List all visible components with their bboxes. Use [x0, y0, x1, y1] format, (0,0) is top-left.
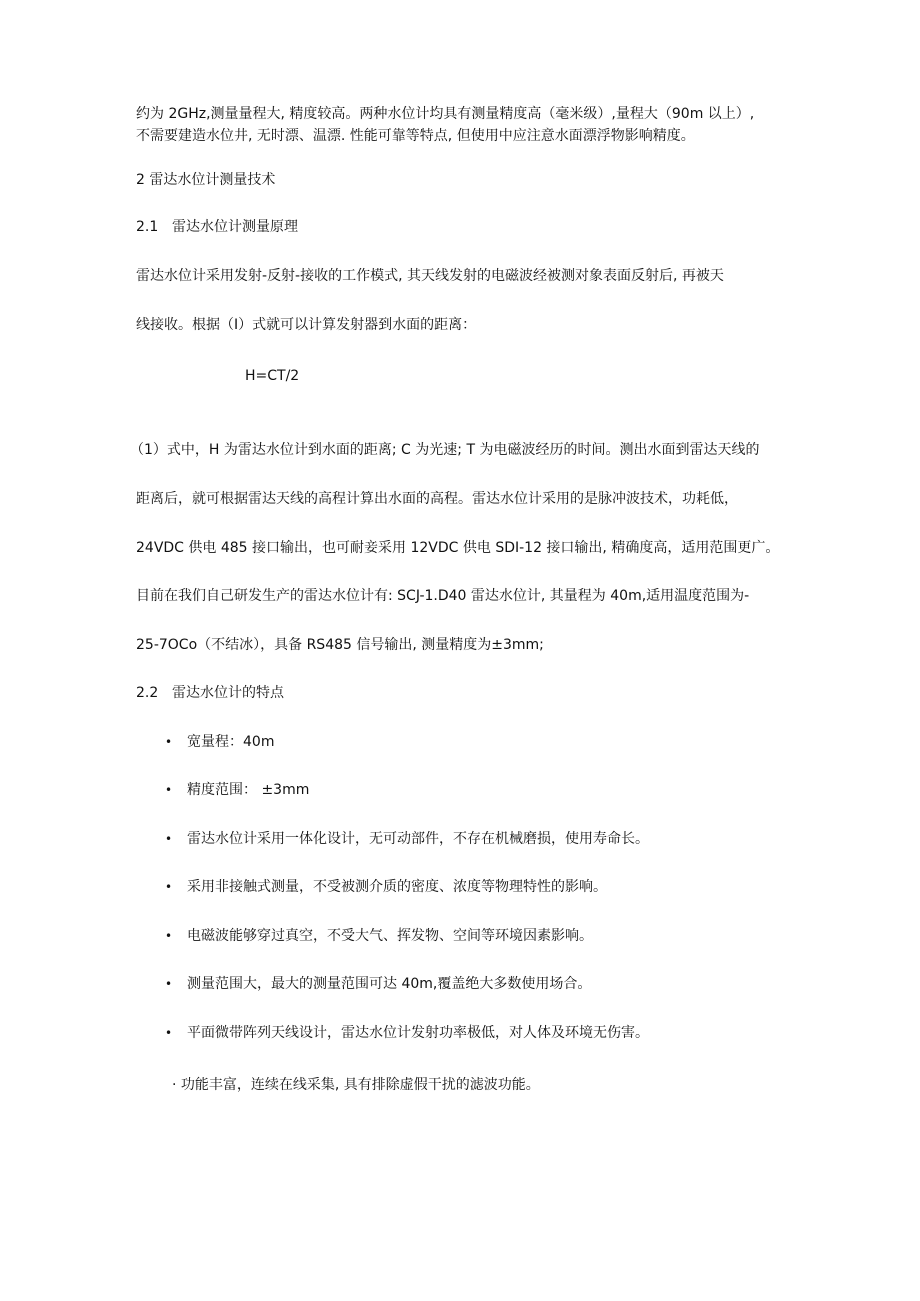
- formula: H=CT/2: [245, 368, 300, 384]
- list-item-text: 精度范围： ±3mm: [187, 782, 310, 798]
- intro-line-2: 不需要建造水位井, 无时漂、温漂. 性能可靠等特点, 但使用中应注意水面漂浮物影响精度。: [136, 128, 695, 144]
- paragraph-line: 25-7OCo（不结冰），具备 RS485 信号输出, 测量精度为±3mm;: [136, 637, 544, 653]
- list-item-text: 采用非接触式测量，不受被测介质的密度、浓度等物理特性的影响。: [187, 879, 607, 895]
- paragraph-line: 24VDC 供电 485 接口输出，也可耐妾采用 12VDC 供电 SDI-12 接口输出, 精确度高，适用范围更广。: [136, 540, 780, 556]
- section-number: 2.2: [136, 685, 159, 701]
- list-item: · 功能丰富，连续在线采集, 具有排除虚假干扰的滤波功能。: [172, 1077, 540, 1093]
- paragraph-line: 距离后，就可根据雷达天线的高程计算出水面的高程。雷达水位计采用的是脉冲波技术，功耗低，: [136, 491, 738, 507]
- list-item-text: 宽量程：40m: [187, 734, 275, 750]
- list-item: [165, 877, 607, 897]
- bullet-icon: •: [165, 735, 173, 749]
- list-item: [165, 926, 593, 946]
- list-item-text: 测量范围大，最大的测量范围可达 40m,覆盖绝大多数使用场合。: [187, 976, 592, 992]
- section-title: 雷达水位计的特点: [172, 685, 284, 701]
- list-item: [165, 829, 649, 849]
- bullet-icon: •: [165, 929, 173, 943]
- list-item: [165, 974, 591, 994]
- paragraph-line: （1）式中，H 为雷达水位计到水面的距离; C 为光速; T 为电磁波经历的时间。测出水面到雷达天线的: [130, 442, 760, 458]
- bullet-icon: •: [165, 977, 173, 991]
- list-item-text: 平面微带阵列天线设计，雷达水位计发射功率极低，对人体及环境无伤害。: [187, 1025, 649, 1041]
- paragraph-line: 线接收。根据（I）式就可以计算发射器到水面的距离：: [136, 317, 477, 333]
- list-item: [165, 780, 309, 800]
- bullet-icon: •: [165, 783, 173, 797]
- list-item: [165, 732, 274, 752]
- list-item: [165, 1023, 649, 1043]
- section-number: 2.1: [136, 219, 159, 235]
- section-2-heading: 2 雷达水位计测量技术: [136, 172, 276, 188]
- paragraph-line: 雷达水位计采用发射-反射-接收的工作模式, 其天线发射的电磁波经被测对象表面反射后, 再被天: [136, 268, 724, 284]
- intro-line-1: 约为 2GHz,测量量程大, 精度较高。两种水位计均具有测量精度高（毫米级）,量程大（90m 以上）,: [136, 106, 755, 122]
- section-2-1-heading: [136, 217, 298, 237]
- bullet-icon: •: [165, 880, 173, 894]
- paragraph-line: 目前在我们自己研发生产的雷达水位计有: SCJ-1.D40 雷达水位计, 其量程为 40m,适用温度范围为-: [136, 588, 750, 604]
- section-2-2-heading: [136, 683, 284, 703]
- bullet-icon: •: [165, 1026, 173, 1040]
- list-item-text: 电磁波能够穿过真空，不受大气、挥发物、空间等环境因素影响。: [187, 928, 593, 944]
- section-title: 雷达水位计测量原理: [172, 219, 298, 235]
- list-item-text: 雷达水位计采用一体化设计，无可动部件，不存在机械磨损，使用寿命长。: [187, 831, 649, 847]
- bullet-icon: •: [165, 832, 173, 846]
